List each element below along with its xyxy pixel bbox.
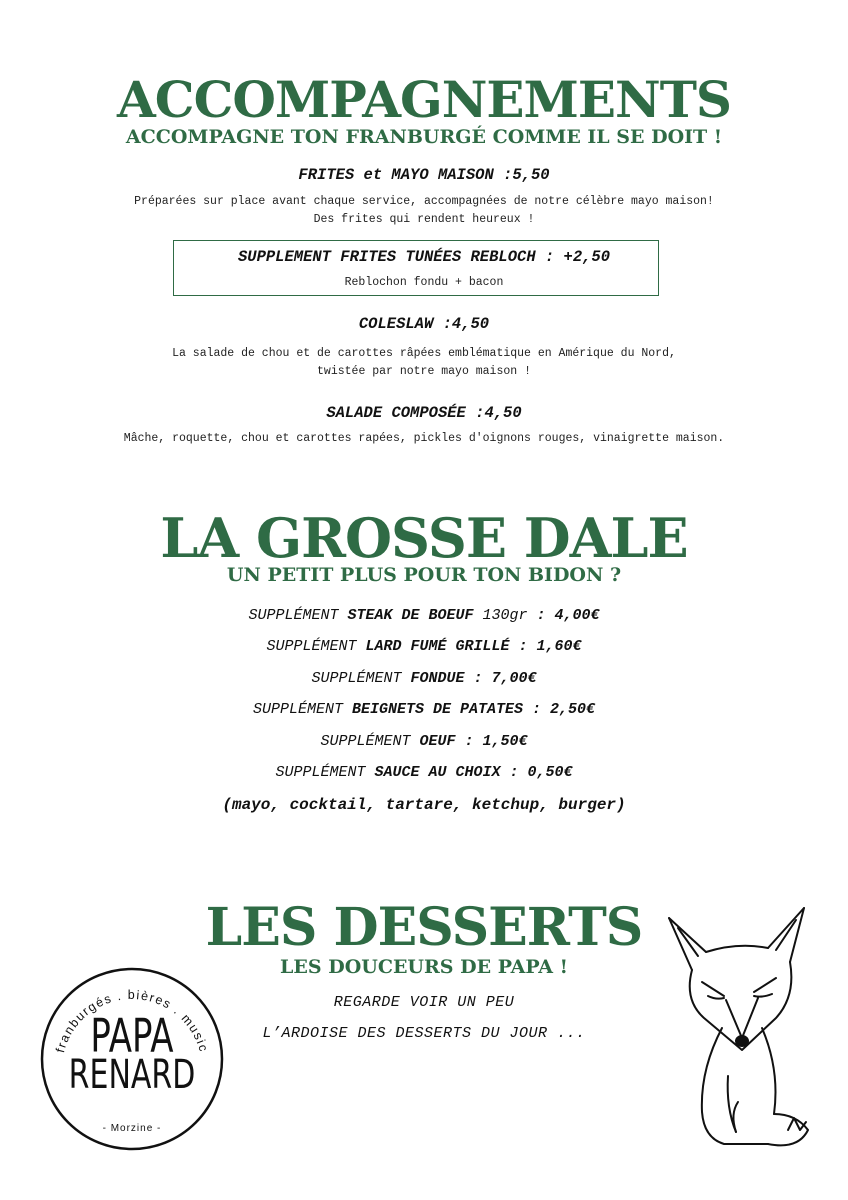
supplement-line: [0, 638, 848, 655]
item-salade-desc-line: Mâche, roquette, chou et carottes rapées, pickles d'oignons rouges, vinaigrette maison.: [123, 432, 725, 445]
supplement-price: : 0,50€: [509, 764, 573, 781]
supplement-price: : 1,60€: [518, 638, 582, 655]
supplement-price: : 1,50€: [464, 733, 528, 750]
sauces-list: (mayo, cocktail, tartare, ketchup, burger): [222, 796, 626, 814]
item-coleslaw-desc: [0, 345, 848, 381]
supplement-detail: [501, 764, 510, 781]
supplement-item: FONDUE: [410, 670, 465, 687]
logo-place: - Morzine -: [102, 1123, 162, 1134]
supplement-item: OEUF: [419, 733, 456, 750]
section-subtitle-accompagnements: ACCOMPAGNE TON FRANBURGÉ COMME IL SE DOIT !: [125, 126, 723, 148]
supplement-detail: [456, 733, 465, 750]
item-salade-desc: [0, 430, 848, 448]
supplement-prefix: SUPPLÉMENT: [275, 764, 375, 781]
section-subtitle-grosse-dale: UN PETIT PLUS POUR TON BIDON ?: [226, 564, 622, 586]
section-title-accompagnements: ACCOMPAGNEMENTS: [116, 70, 732, 129]
item-salade-title: SALADE COMPOSÉE :4,50: [326, 404, 522, 422]
supplement-line: [0, 607, 848, 624]
logo-arc-text: franburgés . bières . music: [53, 987, 211, 1055]
item-frites-desc-line: Des frites qui rendent heureux !: [313, 213, 535, 226]
fox-drawing-icon: [664, 900, 814, 1160]
supplement-price: : 4,00€: [536, 607, 600, 624]
item-supplement-frites-title: SUPPLEMENT FRITES TUNÉES REBLOCH : +2,50: [237, 248, 611, 266]
section-title-grosse-dale: LA GROSSE DALE: [160, 506, 688, 570]
supplement-detail: [510, 638, 519, 655]
supplement-prefix: SUPPLÉMENT: [311, 670, 411, 687]
supplement-price: : 2,50€: [532, 701, 596, 718]
supplement-prefix: SUPPLÉMENT: [248, 607, 348, 624]
logo-word-papa: PAPA: [90, 1009, 174, 1063]
item-supplement-frites-desc: [0, 274, 848, 292]
item-frites-desc-line: Préparées sur place avant chaque service, accompagnées de notre célèbre mayo maison!: [134, 195, 714, 208]
supplement-item: SAUCE AU CHOIX: [374, 764, 501, 781]
supplement-detail: [465, 670, 474, 687]
item-coleslaw-title: COLESLAW :4,50: [358, 315, 490, 333]
desserts-line-2: L’ARDOISE DES DESSERTS DU JOUR ...: [262, 1025, 586, 1042]
supplement-prefix: SUPPLÉMENT: [252, 701, 352, 718]
supplement-line: [0, 733, 848, 750]
item-frites-title: FRITES et MAYO MAISON :5,50: [298, 166, 550, 184]
desserts-line-1: REGARDE VOIR UN PEU: [333, 994, 515, 1011]
supplement-prefix: SUPPLÉMENT: [320, 733, 420, 750]
papa-renard-logo: [38, 965, 226, 1153]
item-coleslaw-desc-line: La salade de chou et de carottes râpées emblématique en Amérique du Nord,: [172, 347, 676, 360]
supplement-line: [0, 764, 848, 781]
supplement-line: [0, 670, 848, 687]
supplement-item: STEAK DE BOEUF: [347, 607, 474, 624]
supplement-detail: [523, 701, 532, 718]
supplement-price: : 7,00€: [473, 670, 537, 687]
supplement-prefix: SUPPLÉMENT: [266, 638, 366, 655]
supplement-detail: 130gr: [473, 607, 537, 624]
supplement-item: LARD FUMÉ GRILLÉ: [365, 638, 510, 655]
item-coleslaw-desc-line: twistée par notre mayo maison !: [317, 365, 531, 378]
section-subtitle-desserts: LES DOUCEURS DE PAPA !: [280, 956, 568, 978]
logo-word-renard: RENARD: [68, 1051, 196, 1099]
section-title-desserts: LES DESSERTS: [205, 897, 643, 958]
item-supplement-frites-desc-line: Reblochon fondu + bacon: [344, 276, 504, 289]
supplement-line: [0, 701, 848, 718]
item-frites-desc: [0, 193, 848, 229]
supplement-item: BEIGNETS DE PATATES: [351, 701, 524, 718]
